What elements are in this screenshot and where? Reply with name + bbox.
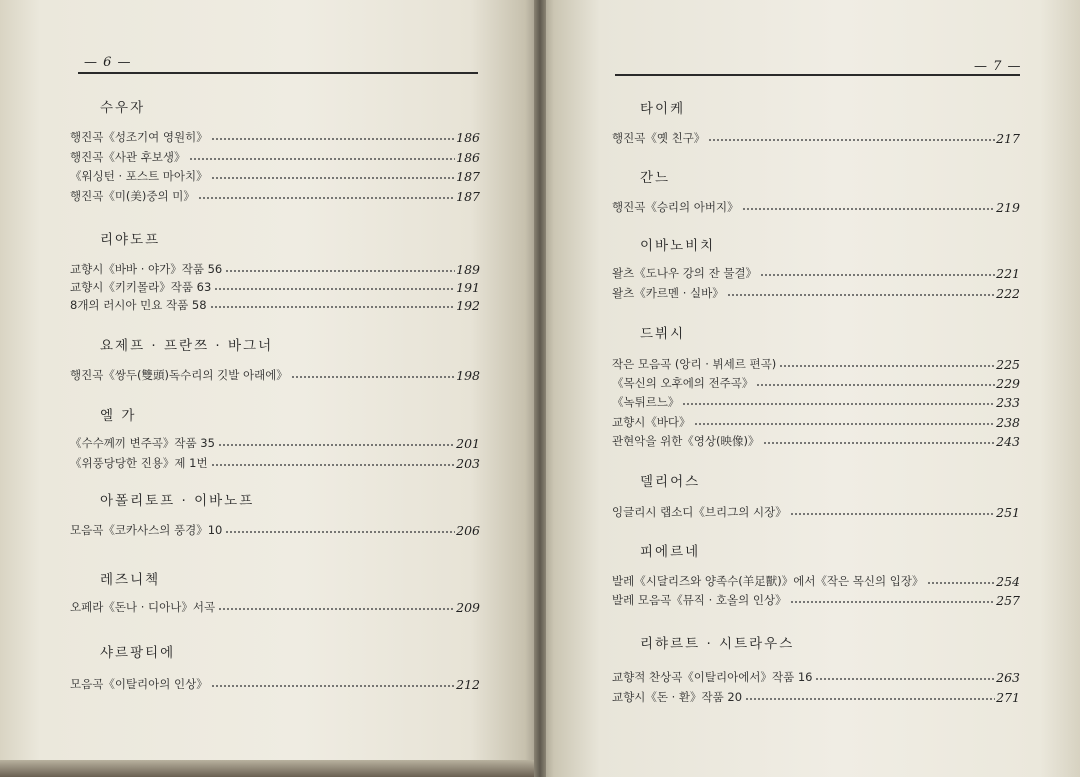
composer-heading: 간느 <box>640 170 671 186</box>
composer-heading: 레즈니첵 <box>100 572 161 588</box>
toc-entry <box>70 148 480 165</box>
dot-leader <box>779 364 995 368</box>
entry-title: 《위풍당당한 진용》제 1번 <box>70 456 208 470</box>
entry-page: 243 <box>996 434 1020 449</box>
toc-entry <box>70 128 480 145</box>
dot-leader <box>815 677 995 681</box>
page-number: — 7 — <box>974 59 1022 74</box>
dot-leader <box>225 530 455 534</box>
entry-page: 187 <box>456 189 480 204</box>
dot-leader <box>756 383 995 387</box>
toc-entry <box>612 198 1020 215</box>
dot-leader <box>218 443 455 447</box>
entry-page: 229 <box>996 376 1020 391</box>
composer-heading: 드뷔시 <box>640 326 686 342</box>
entry-page: 198 <box>456 368 480 383</box>
dot-leader <box>218 607 455 611</box>
composer-heading: 타이케 <box>640 101 686 117</box>
dot-leader <box>211 463 456 467</box>
toc-entry <box>70 454 480 471</box>
toc-entry <box>612 355 1020 372</box>
entry-page: 251 <box>996 505 1020 520</box>
toc-entry <box>612 688 1020 705</box>
dot-leader <box>214 287 455 291</box>
toc-entry <box>612 591 1020 608</box>
entry-title: 행진곡《승리의 아버지》 <box>612 200 739 214</box>
toc-entry <box>612 264 1020 281</box>
toc-entry <box>612 668 1020 685</box>
entry-title: 《워싱턴 · 포스트 마아치》 <box>70 169 208 183</box>
dot-leader <box>682 402 995 406</box>
entry-page: 187 <box>456 169 480 184</box>
entry-page: 186 <box>456 150 480 165</box>
toc-entry <box>70 675 480 692</box>
toc-entry <box>612 503 1020 520</box>
entry-title: 작은 모음곡 (앙리 · 뷔세르 편곡) <box>612 357 777 371</box>
toc-entry <box>70 434 480 451</box>
entry-title: 8개의 러시아 민요 작품 58 <box>70 298 207 312</box>
dot-leader <box>790 512 995 516</box>
toc-entry <box>612 393 1020 410</box>
dot-leader <box>291 375 455 379</box>
header-rule <box>615 74 1020 76</box>
toc-entry <box>612 572 1020 589</box>
dot-leader <box>211 684 455 688</box>
toc-entry <box>70 296 480 313</box>
composer-heading: 피에르네 <box>640 544 701 560</box>
dot-leader <box>198 196 455 200</box>
dot-leader <box>708 138 995 142</box>
composer-heading: 수우자 <box>100 100 146 116</box>
entry-page: 238 <box>996 415 1020 430</box>
book-gutter <box>534 0 546 777</box>
dot-leader <box>760 273 995 277</box>
entry-title: 교향시《바바 · 야가》작품 56 <box>70 262 223 276</box>
entry-title: 행진곡《쌍두(雙頭)독수리의 깃발 아래에》 <box>70 368 288 382</box>
toc-entry <box>612 432 1020 449</box>
toc-entry <box>70 521 480 538</box>
composer-heading: 아폴리토프 · 이바노프 <box>100 493 255 509</box>
entry-title: 발레《시달리즈와 양족수(羊足獸)》에서《작은 목신의 입장》 <box>612 574 924 588</box>
entry-title: 행진곡《옛 친구》 <box>612 131 706 145</box>
entry-title: 교향시《바다》 <box>612 415 691 429</box>
entry-page: 201 <box>456 436 480 451</box>
entry-title: 교향시《키키몰라》작품 63 <box>70 280 212 294</box>
dot-leader <box>763 441 996 445</box>
dot-leader <box>745 697 995 701</box>
dot-leader <box>694 422 996 426</box>
entry-title: 왈츠《카르멘 · 실바》 <box>612 286 724 300</box>
entry-page: 225 <box>996 357 1020 372</box>
entry-title: 관현악을 위한《영상(映像)》 <box>612 434 760 448</box>
dot-leader <box>211 176 456 180</box>
toc-entry <box>70 366 480 383</box>
entry-title: 모음곡《코카사스의 풍경》10 <box>70 523 223 537</box>
page-bottom-edge <box>0 760 540 777</box>
entry-title: 《수수께끼 변주곡》작품 35 <box>70 436 215 450</box>
header-rule <box>78 72 478 74</box>
toc-entry <box>612 374 1020 391</box>
toc-entry <box>70 598 480 615</box>
entry-page: 189 <box>456 262 480 277</box>
entry-title: 잉글리시 랩소디《브리그의 시장》 <box>612 505 787 519</box>
toc-entry <box>70 278 480 295</box>
entry-page: 257 <box>996 593 1020 608</box>
entry-title: 행진곡《사관 후보생》 <box>70 150 186 164</box>
entry-title: 행진곡《성조기여 영원히》 <box>70 130 208 144</box>
entry-page: 233 <box>996 395 1020 410</box>
dot-leader <box>742 207 996 211</box>
page-number: — 6 — <box>84 55 132 70</box>
dot-leader <box>210 305 456 309</box>
toc-entry <box>612 284 1020 301</box>
dot-leader <box>727 293 995 297</box>
composer-heading: 샤르팡티에 <box>100 645 176 661</box>
dot-leader <box>189 157 456 161</box>
entry-title: 행진곡《미(美)중의 미》 <box>70 189 195 203</box>
composer-heading: 이바노비치 <box>640 238 716 254</box>
composer-heading: 델리어스 <box>640 474 701 490</box>
dot-leader <box>927 581 996 585</box>
entry-page: 212 <box>456 677 480 692</box>
entry-page: 271 <box>996 690 1020 705</box>
entry-title: 교향적 찬상곡《이탈리아에서》작품 16 <box>612 670 813 684</box>
entry-page: 222 <box>996 286 1020 301</box>
composer-heading: 리햐르트 · 시트라우스 <box>640 636 795 652</box>
entry-page: 186 <box>456 130 480 145</box>
dot-leader <box>790 600 996 604</box>
entry-page: 217 <box>996 131 1020 146</box>
composer-heading: 엘 가 <box>100 408 137 424</box>
toc-entry <box>70 167 480 184</box>
entry-title: 교향시《돈 · 환》작품 20 <box>612 690 743 704</box>
entry-page: 206 <box>456 523 480 538</box>
entry-page: 191 <box>456 280 480 295</box>
entry-title: 오페라《돈나 · 디아나》서곡 <box>70 600 216 614</box>
toc-entry <box>612 129 1020 146</box>
entry-page: 209 <box>456 600 480 615</box>
toc-entry <box>70 187 480 204</box>
composer-heading: 리야도프 <box>100 232 161 248</box>
dot-leader <box>225 269 455 273</box>
entry-title: 발레 모음곡《뮤직 · 호올의 인상》 <box>612 593 787 607</box>
entry-page: 254 <box>996 574 1020 589</box>
right-page <box>540 0 1080 777</box>
entry-title: 《녹튀르느》 <box>612 395 680 409</box>
entry-title: 《목신의 오후에의 전주곡》 <box>612 376 754 390</box>
toc-entry <box>612 413 1020 430</box>
entry-page: 192 <box>456 298 480 313</box>
toc-entry <box>70 260 480 277</box>
composer-heading: 요제프 · 프란쯔 · 바그너 <box>100 338 274 354</box>
entry-page: 219 <box>996 200 1020 215</box>
entry-title: 모음곡《이탈리아의 인상》 <box>70 677 208 691</box>
entry-page: 221 <box>996 266 1020 281</box>
entry-page: 203 <box>456 456 480 471</box>
dot-leader <box>211 137 455 141</box>
entry-title: 왈츠《도나우 강의 잔 물결》 <box>612 266 758 280</box>
entry-page: 263 <box>996 670 1020 685</box>
